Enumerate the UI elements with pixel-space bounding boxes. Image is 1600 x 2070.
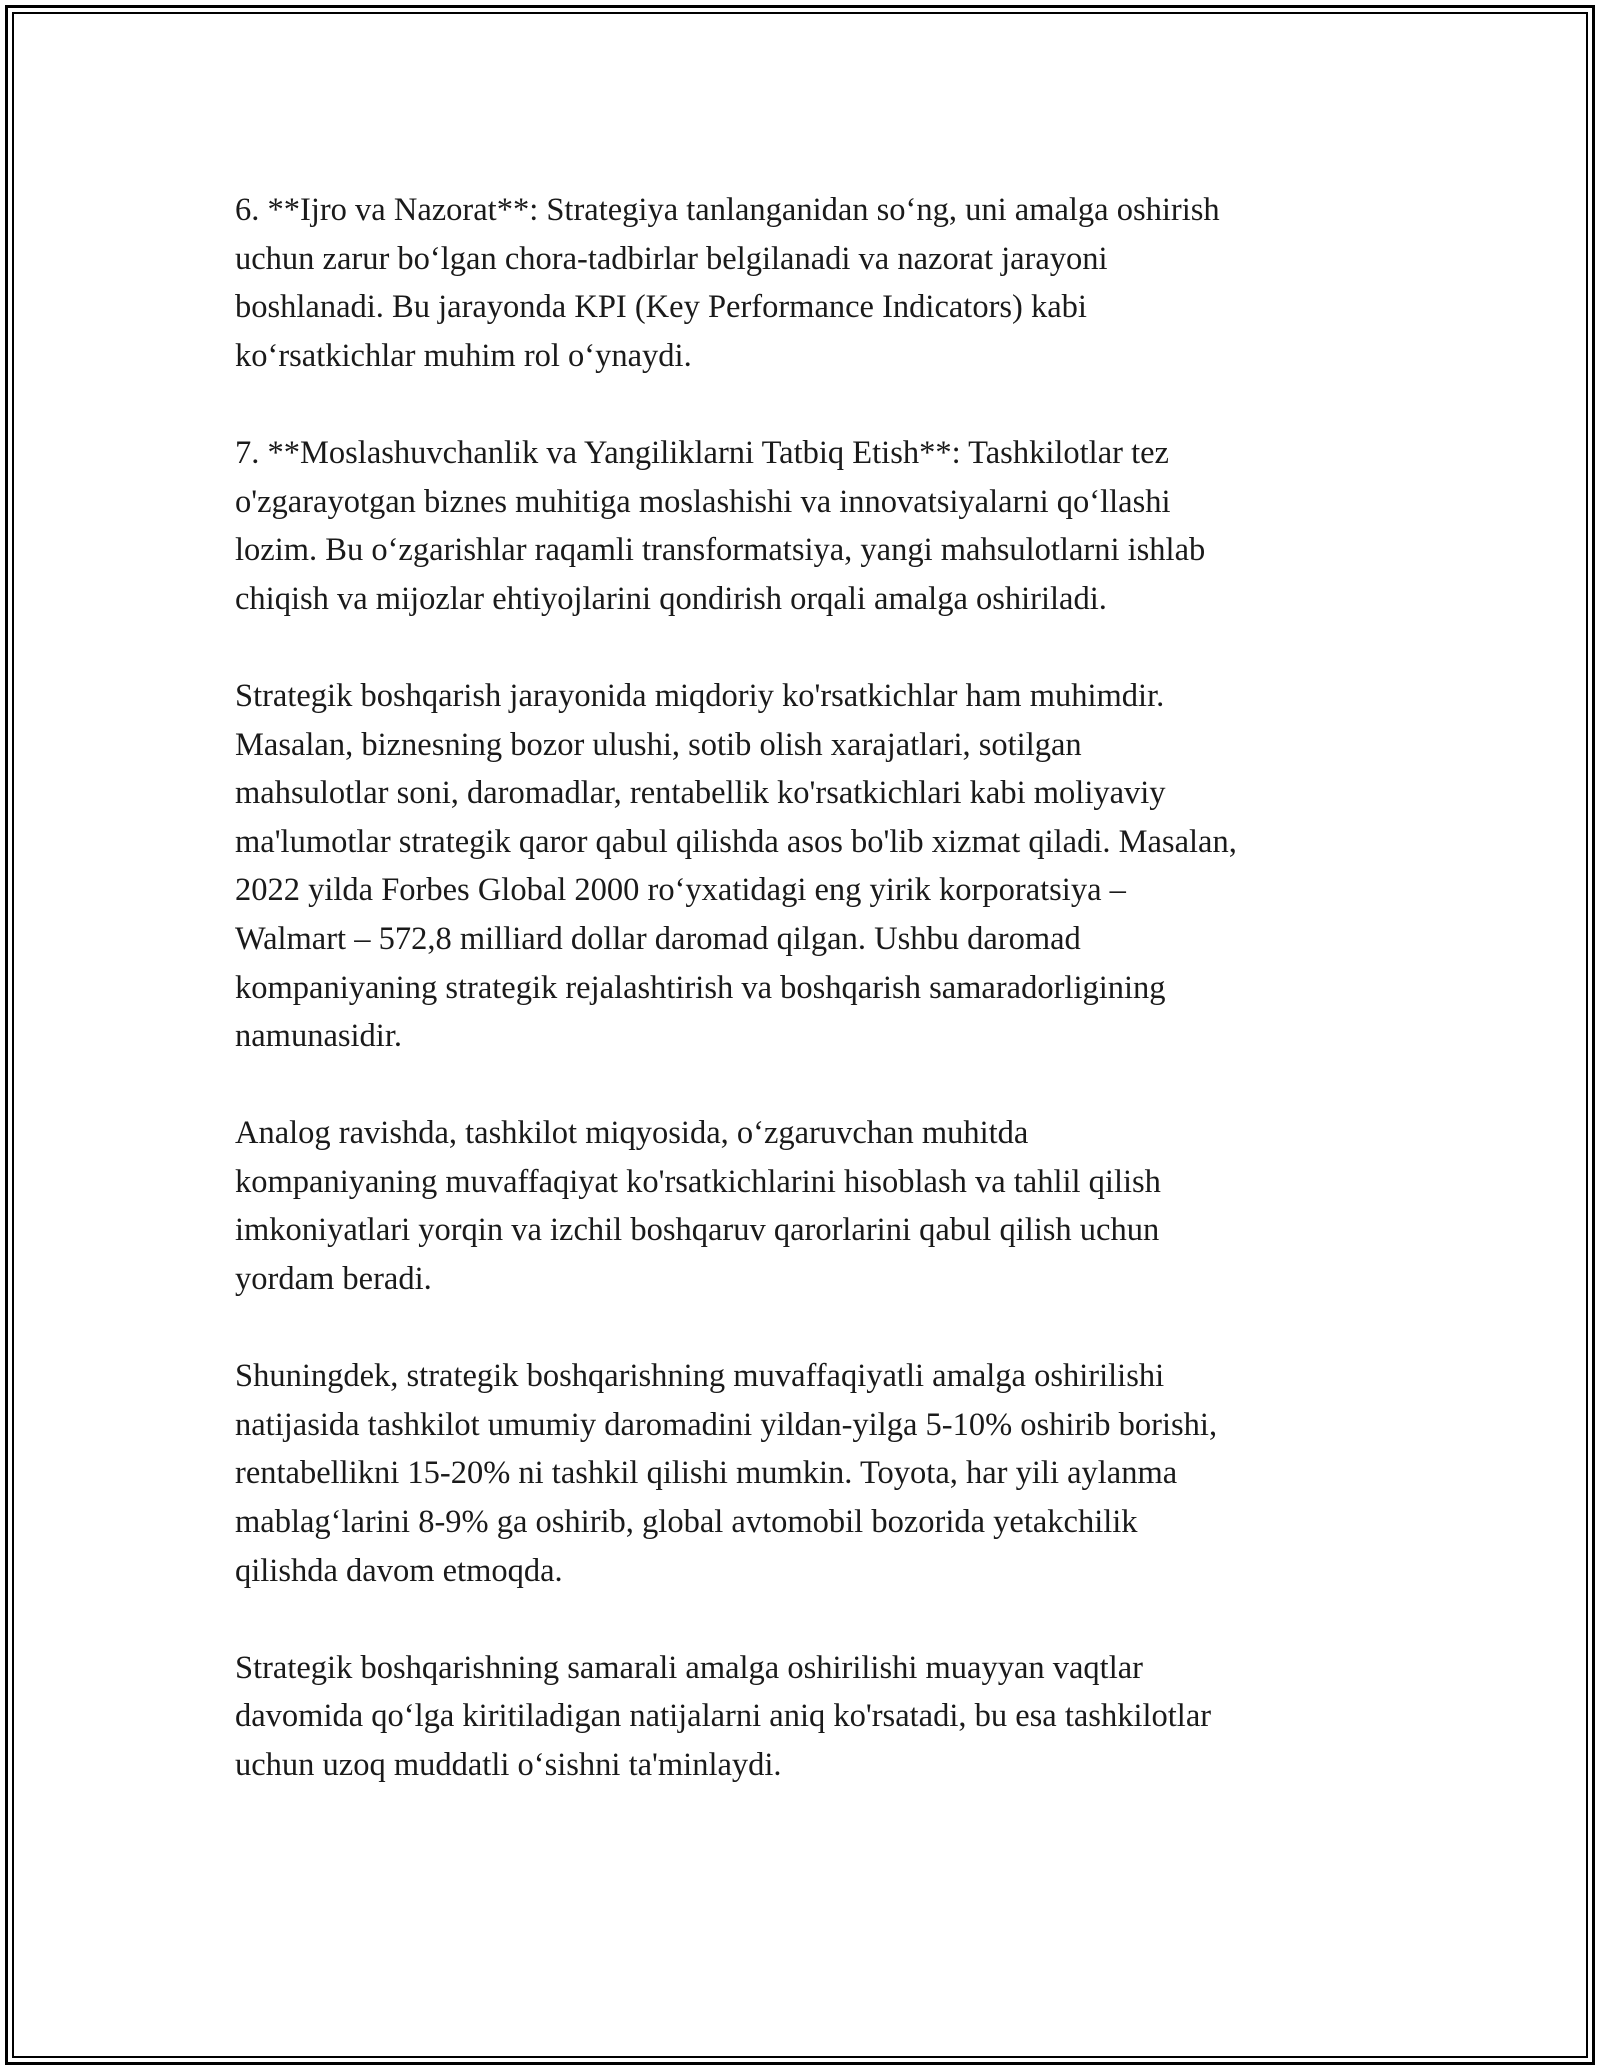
paragraph-analog-ravishda: Analog ravishda, tashkilot miqyosida, o‘zgaruvchan muhitda kompaniyaning muvaffaqiyat ko'rsatkichlarini hisoblash va tahlil qilish imkoniyatlari yorqin va izchil boshqaruv qarorlarini qabul qilish uchun yordam beradi. [235, 1115, 1161, 1298]
paragraph-miqdoriy-korsatkichlar: Strategik boshqarish jarayonida miqdoriy ko'rsatkichlar ham muhimdir. Masalan, biznesning bozor ulushi, sotib olish xarajatlari, sotilgan mahsulotlar soni, daromadlar, rentabellik ko'rsatkichlari kabi moliyaviy ma'lumotlar strategik qaror qabul qilishda asos bo'lib xizmat qiladi. Masalan, 2022 yilda Forbes Global 2000 ro‘yxatidagi eng yirik korporatsiya – Walmart – 572,8 milliard dollar daromad qilgan. Ushbu daromad kompaniyaning strategik rejalashtirish va boshqarish samaradorligining namunasidir. [235, 677, 1237, 1055]
paragraph-samarali-amalga: Strategik boshqarishning samarali amalga oshirilishi muayyan vaqtlar davomida qo‘lga kiritiladigan natijalarni aniq ko'rsatadi, bu esa tashkilotlar uchun uzoq muddatli o‘sishni ta'minlaydi. [235, 1649, 1212, 1783]
paragraph-shuningdek: Shuningdek, strategik boshqarishning muvaffaqiyatli amalga oshirilishi natijasida tashkilot umumiy daromadini yildan-yilga 5-10% oshirib borishi, rentabellikni 15-20% ni tashkil qilishi mumkin. Toyota, har yili aylanma mablag‘larini 8-9% ga oshirib, global avtomobil bozorida yetakchilik qilishda davom etmoqda. [235, 1358, 1218, 1589]
paragraph-ijro-va-nazorat: 6. **Ijro va Nazorat**: Strategiya tanlanganidan so‘ng, uni amalga oshirish uchun zarur bo‘lgan chora-tadbirlar belgilanadi va nazorat jarayoni boshlanadi. Bu jarayonda KPI (Key Performance Indicators) kabi ko‘rsatkichlar muhim rol o‘ynaydi. [235, 192, 1220, 374]
paragraph-moslashuvchanlik: 7. **Moslashuvchanlik va Yangiliklarni Tatbiq Etish**: Tashkilotlar tez o'zgarayotgan biznes muhitiga moslashishi va innovatsiyalarni qo‘llashi lozim. Bu o‘zgarishlar raqamli transformatsiya, yangi mahsulotlarni ishlab chiqish va mijozlar ehtiyojlarini qondirish orqali amalga oshiriladi. [235, 434, 1206, 617]
document-body [235, 186, 1395, 1790]
